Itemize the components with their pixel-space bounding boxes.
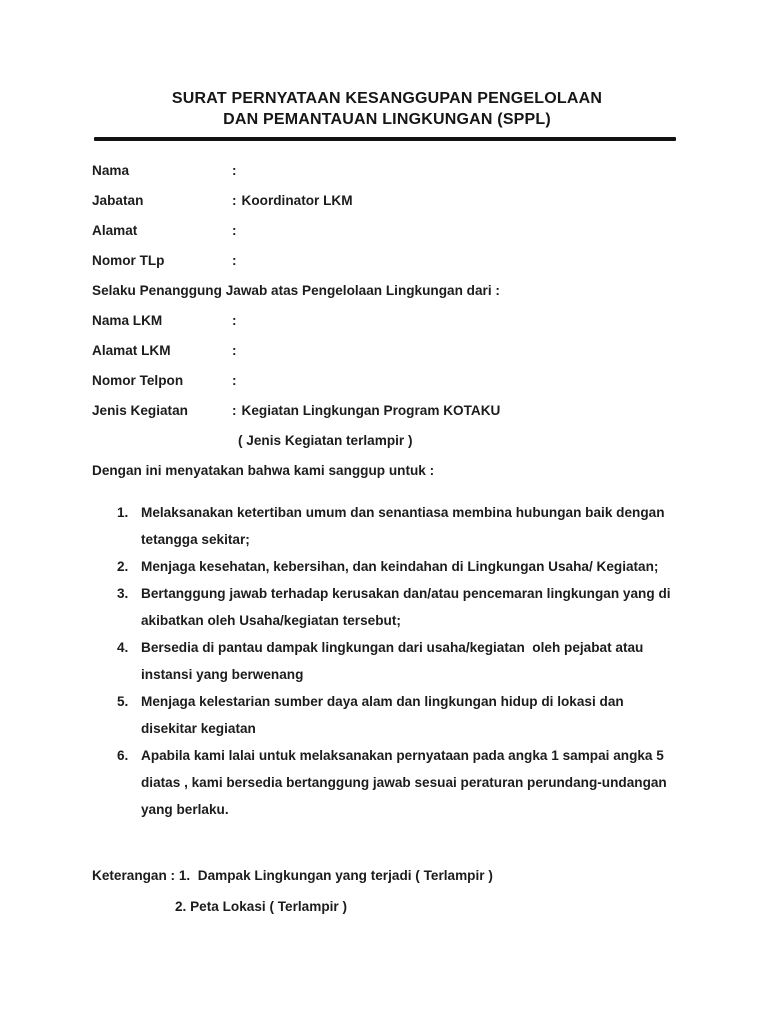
statement-text: Bersedia di pantau dampak lingkungan dari usaha/kegiatan oleh pejabat atau instansi yang berwenang	[141, 640, 648, 682]
keterangan-line1: Keterangan : 1. Dampak Lingkungan yang terjadi ( Terlampir )	[92, 868, 493, 883]
field-label-nama: Nama	[92, 163, 130, 178]
statement-number: 5.	[117, 694, 129, 709]
field-row-jabatan	[92, 193, 682, 223]
field-row-alamat	[92, 223, 682, 253]
statement-text: Menjaga kelestarian sumber daya alam dan lingkungan hidup di lokasi dan disekitar kegiatan	[141, 694, 628, 736]
field-label-alamat-lkm: Alamat LKM	[92, 343, 171, 358]
field-colon: :	[232, 193, 237, 208]
statement-item	[92, 688, 682, 742]
statement-text: Bertanggung jawab terhadap kerusakan dan/atau pencemaran lingkungan yang di akibatkan oleh Usaha/kegiatan tersebut;	[141, 586, 675, 628]
document-title-line1: SURAT PERNYATAAN KESANGGUPAN PENGELOLAAN	[171, 90, 603, 107]
field-colon: :	[232, 313, 237, 328]
field-colon: :	[232, 373, 237, 388]
statement-text: Melaksanakan ketertiban umum dan senantiasa membina hubungan baik dengan tetangga sekitar;	[141, 505, 669, 547]
field-colon: :	[232, 253, 237, 268]
title-divider-rule	[94, 137, 676, 141]
field-row-alamat-lkm	[92, 343, 682, 373]
statement-item	[92, 499, 682, 553]
field-row-nama-lkm	[92, 313, 682, 343]
field-label-nomor-telpon: Nomor Telpon	[92, 373, 184, 388]
field-value-jenis-kegiatan: Kegiatan Lingkungan Program KOTAKU	[241, 403, 501, 418]
lkm-fields	[92, 313, 682, 433]
statement-intro: Dengan ini menyatakan bahwa kami sanggup untuk :	[92, 463, 435, 478]
field-colon: :	[232, 163, 237, 178]
field-label-jabatan: Jabatan	[92, 193, 144, 208]
statement-number: 3.	[117, 586, 129, 601]
statement-list	[92, 499, 682, 823]
statement-number: 2.	[117, 559, 129, 574]
field-label-nomor-tlp: Nomor TLp	[92, 253, 165, 268]
field-colon: :	[232, 403, 237, 418]
person-fields	[92, 163, 682, 283]
jenis-kegiatan-note: ( Jenis Kegiatan terlampir )	[238, 433, 413, 448]
field-row-nomor-telpon	[92, 373, 682, 403]
field-label-alamat: Alamat	[92, 223, 138, 238]
statement-text: Menjaga kesehatan, kebersihan, dan keindahan di Lingkungan Usaha/ Kegiatan;	[141, 559, 659, 574]
document-title	[92, 88, 682, 130]
statement-item	[92, 580, 682, 634]
statement-item	[92, 634, 682, 688]
statement-item	[92, 742, 682, 823]
keterangan-block	[92, 860, 682, 922]
statement-number: 4.	[117, 640, 129, 655]
field-row-nama	[92, 163, 682, 193]
statement-item	[92, 553, 682, 580]
statement-number: 6.	[117, 748, 129, 763]
field-label-jenis-kegiatan: Jenis Kegiatan	[92, 403, 188, 418]
document-title-line2: DAN PEMANTAUAN LINGKUNGAN (SPPL)	[223, 111, 551, 128]
field-label-nama-lkm: Nama LKM	[92, 313, 163, 328]
statement-text: Apabila kami lalai untuk melaksanakan pernyataan pada angka 1 sampai angka 5 diatas , kami bersedia bertanggung jawab sesuai peraturan perundang-undangan yang berlaku.	[141, 748, 671, 817]
field-value-jabatan: Koordinator LKM	[241, 193, 353, 208]
statement-number: 1.	[117, 505, 129, 520]
field-colon: :	[232, 343, 237, 358]
selaku-statement-line: Selaku Penanggung Jawab atas Pengelolaan Lingkungan dari :	[92, 283, 500, 298]
field-colon: :	[232, 223, 237, 238]
field-row-nomor-tlp	[92, 253, 682, 283]
field-row-jenis-kegiatan	[92, 403, 682, 433]
keterangan-line2: 2. Peta Lokasi ( Terlampir )	[175, 899, 347, 914]
